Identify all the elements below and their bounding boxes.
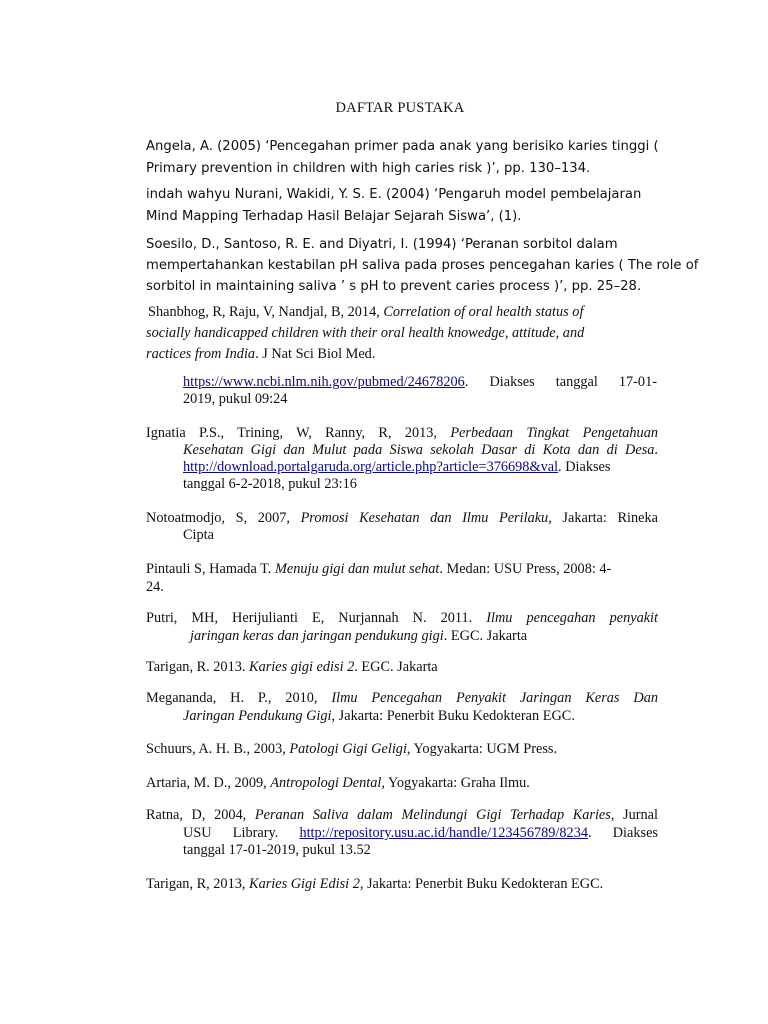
ref-shanbhog-line-1 bbox=[148, 303, 583, 321]
ref-putri-line-1 bbox=[146, 609, 658, 627]
ref-notoatmodjo-line-2: Cipta bbox=[183, 527, 214, 543]
ref-tarigan-1-authors: Tarigan, R. 2013. bbox=[146, 659, 250, 675]
page-title: DAFTAR PUSTAKA bbox=[335, 100, 465, 116]
ref-tarigan-2-title: Karies Gigi Edisi 2 bbox=[249, 876, 360, 892]
ref-megananda-title-1: Ilmu Pencegahan Penyakit Jaringan Keras Dan bbox=[331, 690, 658, 706]
ref-ignatia-accessed: . Diakses bbox=[558, 459, 611, 475]
ref-notoatmodjo-publisher: , Jakarta: Rineka bbox=[548, 510, 658, 526]
ref-ignatia-period: . bbox=[654, 442, 658, 458]
ref-putri-line-2 bbox=[190, 627, 527, 645]
ref-megananda-title-2: Jaringan Pendukung Gigi bbox=[183, 708, 332, 724]
ref-indah-line-1: indah wahyu Nurani, Wakidi, Y. S. E. (2004) ‘Pengaruh model pembelajaran bbox=[146, 187, 642, 202]
ref-notoatmodjo-line-1 bbox=[146, 509, 658, 527]
ref-ratna-line-3: tanggal 17-01-2019, pukul 13.52 bbox=[183, 842, 371, 858]
ref-ratna-journal: , Jurnal bbox=[610, 807, 659, 823]
ref-tarigan-1-line bbox=[146, 658, 438, 676]
ref-schuurs-authors: Schuurs, A. H. B., 2003, bbox=[146, 741, 290, 757]
ref-ignatia-title-1: Perbedaan Tingkat Pengetahuan bbox=[450, 425, 659, 441]
ref-ratna-url-link[interactable]: http://repository.usu.ac.id/handle/123456789/8234 bbox=[299, 825, 588, 841]
ref-ignatia-url-link[interactable]: http://download.portalgaruda.org/article.php?article=376698&val bbox=[183, 459, 559, 475]
ref-shanbhog-accessed: . Diakses tanggal 17-01- bbox=[464, 374, 657, 390]
ref-tarigan-2-authors: Tarigan, R, 2013, bbox=[146, 876, 250, 892]
ref-ignatia-line-3 bbox=[183, 458, 610, 476]
ref-shanbhog-url-link[interactable]: https://www.ncbi.nlm.nih.gov/pubmed/24678206 bbox=[183, 374, 465, 390]
ref-indah-line-2: Mind Mapping Terhadap Hasil Belajar Sejarah Siswa’, (1). bbox=[146, 209, 522, 224]
ref-putri-authors: Putri, MH, Herijulianti E, Nurjannah N. 2011. bbox=[146, 610, 487, 626]
ref-megananda-authors: Megananda, H. P., 2010, bbox=[146, 690, 332, 706]
ref-tarigan-1-title: Karies gigi edisi 2 bbox=[249, 659, 355, 675]
ref-megananda-publisher: , Jakarta: Penerbit Buku Kedokteran EGC. bbox=[331, 708, 575, 724]
ref-pintauli-line-2: 24. bbox=[146, 579, 164, 595]
ref-artaria-publisher: Yogyakarta: Graha Ilmu. bbox=[384, 775, 530, 791]
ref-shanbhog-title-2: socially handicapped children with their oral health knowedge, attitude, and bbox=[146, 325, 585, 341]
ref-schuurs-title: Patologi Gigi Geligi bbox=[289, 741, 407, 757]
ref-shanbhog-title-1: Correlation of oral health status of bbox=[383, 304, 584, 320]
ref-pintauli-line-1 bbox=[146, 560, 611, 578]
ref-shanbhog-authors: Shanbhog, R, Raju, V, Nandjal, B, 2014, bbox=[148, 304, 384, 320]
ref-artaria-authors: Artaria, M. D., 2009, bbox=[146, 775, 271, 791]
ref-shanbhog-line-2 bbox=[146, 324, 584, 342]
ref-soesilo-line-1: Soesilo, D., Santoso, R. E. and Diyatri, I. (1994) ‘Peranan sorbitol dalam bbox=[146, 237, 618, 252]
ref-shanbhog-journal: . J Nat Sci Biol Med. bbox=[255, 346, 376, 362]
ref-tarigan-2-publisher: , Jakarta: Penerbit Buku Kedokteran EGC. bbox=[359, 876, 604, 892]
ref-shanbhog-line-4 bbox=[183, 373, 657, 391]
ref-ignatia-line-2 bbox=[183, 441, 658, 459]
ref-shanbhog-title-3: ractices from India bbox=[146, 346, 256, 362]
ref-ignatia-title-2: Kesehatan Gigi dan Mulut pada Siswa sekolah Dasar di Kota dan di Desa bbox=[183, 442, 655, 458]
ref-angela-line-1: Angela, A. (2005) ‘Pencegahan primer pada anak yang berisiko karies tinggi ( bbox=[146, 139, 659, 154]
ref-shanbhog-line-3 bbox=[146, 345, 375, 363]
ref-pintauli-authors: Pintauli S, Hamada T. bbox=[146, 561, 275, 577]
ref-putri-title-2: jaringan keras dan jaringan pendukung gigi bbox=[190, 628, 444, 644]
ref-shanbhog-line-5: 2019, pukul 09:24 bbox=[183, 391, 288, 407]
ref-artaria-line bbox=[146, 774, 530, 792]
ref-ratna-accessed: . Diakses bbox=[588, 825, 658, 841]
ref-megananda-line-1 bbox=[146, 689, 658, 707]
ref-putri-publisher: . EGC. Jakarta bbox=[443, 628, 528, 644]
ref-ratna-title: Peranan Saliva dalam Melindungi Gigi Terhadap Karies bbox=[254, 807, 611, 823]
ref-schuurs-publisher: , Yogyakarta: UGM Press. bbox=[406, 741, 558, 757]
ref-artaria-title: Antropologi Dental, bbox=[270, 775, 385, 791]
ref-pintauli-publisher: . Medan: USU Press, 2008: 4- bbox=[439, 561, 612, 577]
ref-ignatia-line-4: tanggal 6-2-2018, pukul 23:16 bbox=[183, 476, 357, 492]
ref-notoatmodjo-authors: Notoatmodjo, S, 2007, bbox=[146, 510, 301, 526]
ref-ratna-line-2 bbox=[183, 824, 658, 842]
ref-tarigan-1-publisher: . EGC. Jakarta bbox=[354, 659, 438, 675]
ref-ratna-library: USU Library. bbox=[183, 825, 300, 841]
ref-ratna-authors: Ratna, D, 2004, bbox=[146, 807, 255, 823]
ref-notoatmodjo-title: Promosi Kesehatan dan Ilmu Perilaku bbox=[300, 510, 549, 526]
ref-tarigan-2-line bbox=[146, 875, 603, 893]
ref-soesilo-line-2: mempertahankan kestabilan pH saliva pada proses pencegahan karies ( The role of bbox=[146, 258, 699, 273]
ref-schuurs-line bbox=[146, 740, 557, 758]
ref-ignatia-line-1 bbox=[146, 424, 658, 442]
ref-soesilo-line-3: sorbitol in maintaining saliva ’ s pH to prevent caries process )’, pp. 25–28. bbox=[146, 279, 642, 294]
ref-ratna-line-1 bbox=[146, 806, 658, 824]
ref-ignatia-authors: Ignatia P.S., Trining, W, Ranny, R, 2013, bbox=[146, 425, 451, 441]
ref-angela-line-2: Primary prevention in children with high caries risk )’, pp. 130–134. bbox=[146, 161, 591, 176]
ref-putri-title-1: Ilmu pencegahan penyakit bbox=[486, 610, 659, 626]
ref-pintauli-title: Menuju gigi dan mulut sehat bbox=[274, 561, 440, 577]
ref-megananda-line-2 bbox=[183, 707, 575, 725]
